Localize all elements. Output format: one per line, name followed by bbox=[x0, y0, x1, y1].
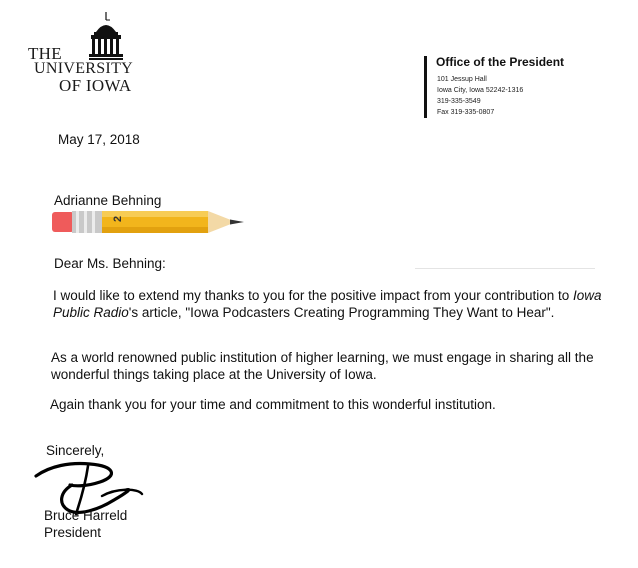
office-title: Office of the President bbox=[436, 55, 565, 69]
pencil-eraser bbox=[52, 212, 74, 232]
scan-artifact bbox=[415, 268, 595, 269]
office-address-line-1: 101 Jessup Hall bbox=[437, 76, 487, 83]
signer-title: President bbox=[44, 525, 102, 540]
paragraph-3: Again thank you for your time and commitment to this wonderful institution. bbox=[50, 397, 496, 412]
office-address-line-2: Iowa City, Iowa 52242-1316 bbox=[437, 87, 524, 94]
office-fax: Fax 319-335-0807 bbox=[437, 109, 495, 116]
signer-name: Bruce Harreld bbox=[44, 508, 128, 523]
salutation: Dear Ms. Behning: bbox=[54, 256, 166, 271]
logo-text-the: THE bbox=[28, 44, 62, 63]
recipient-name: Adrianne Behning bbox=[54, 193, 162, 208]
logo-text-university: UNIVERSITY bbox=[34, 60, 133, 77]
logo-text-of-iowa: OF IOWA bbox=[59, 76, 132, 95]
publication-name: Iowa Public Radio bbox=[53, 288, 602, 320]
letter-date: May 17, 2018 bbox=[58, 132, 140, 147]
pencil-icon bbox=[52, 209, 248, 235]
office-phone: 319-335-3549 bbox=[437, 98, 481, 105]
paragraph-2: As a world renowned public institution of higher learning, we must engage in sharing all the wonderful things taking place at the University of Iowa. bbox=[51, 350, 594, 382]
paragraph-1: I would like to extend my thanks to you for the positive impact from your contribution to Iowa Public Radio's article, "Iowa Podcasters Creating Programming They Want to Hear". bbox=[53, 288, 602, 320]
closing: Sincerely, bbox=[46, 443, 105, 458]
pencil-number: 2 bbox=[112, 215, 124, 222]
pencil-tip bbox=[230, 220, 244, 225]
office-divider bbox=[424, 56, 427, 118]
